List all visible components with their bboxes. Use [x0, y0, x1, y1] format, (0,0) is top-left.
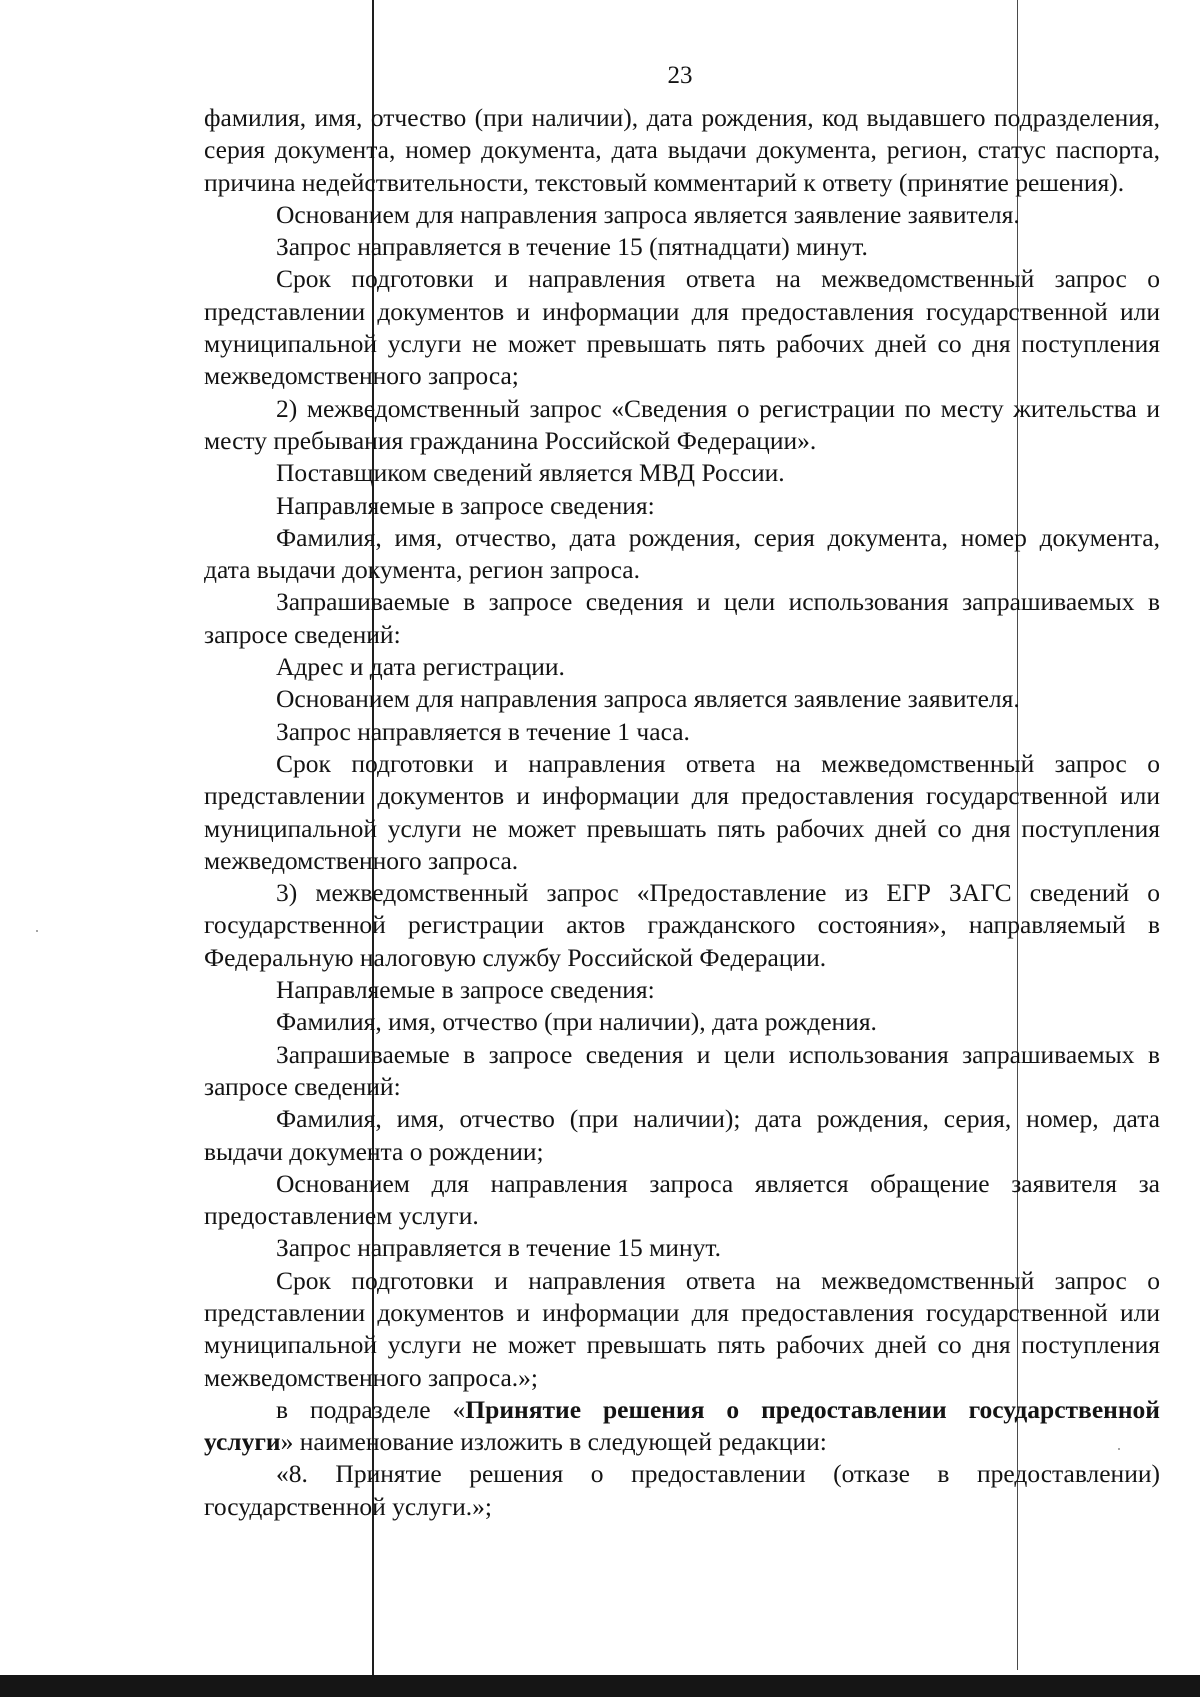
- paragraph: Срок подготовки и направления ответа на межведомственный запрос о представлении документов и информации для предоставления государственной или муниципальной услуги не может превышать пять рабочих дней со дня поступления межведомственного запроса.»;: [204, 1265, 1160, 1392]
- scan-speck: [36, 930, 38, 932]
- paragraph: Срок подготовки и направления ответа на межведомственный запрос о представлении документов и информации для предоставления государственной или муниципальной услуги не может превышать пять рабочих дней со дня поступления межведомственного запроса;: [204, 264, 1160, 391]
- amendment-suffix: » наименование изложить в следующей редакции:: [280, 1427, 827, 1457]
- paragraph: Направляемые в запросе сведения:: [276, 490, 655, 520]
- paragraph: Фамилия, имя, отчество (при наличии), дата рождения.: [276, 1007, 877, 1037]
- paragraph: Запрашиваемые в запросе сведения и цели использования запрашиваемых в запросе сведений:: [204, 587, 1160, 649]
- paragraph: Фамилия, имя, отчество (при наличии); дата рождения, серия, номер, дата выдачи документа о рождении;: [204, 1104, 1160, 1166]
- page-number: 23: [667, 62, 693, 89]
- paragraph: Основанием для направления запроса является обращение заявителя за предоставлением услуги.: [204, 1168, 1160, 1231]
- paragraph: Фамилия, имя, отчество, дата рождения, серия документа, номер документа, дата выдачи документа, регион запроса.: [204, 522, 1160, 585]
- paragraph: Направляемые в запросе сведения:: [276, 975, 655, 1005]
- paragraph: Основанием для направления запроса является заявление заявителя.: [276, 684, 1020, 714]
- paragraph: Срок подготовки и направления ответа на межведомственный запрос о представлении документов и информации для предоставления государственной или муниципальной услуги не может превышать пять рабочих дней со дня поступления межведомственного запроса.: [204, 748, 1160, 875]
- paragraph: Запрос направляется в течение 1 часа.: [276, 716, 690, 746]
- paragraph: Основанием для направления запроса является заявление заявителя.: [276, 199, 1020, 229]
- paragraph: Запрашиваемые в запросе сведения и цели использования запрашиваемых в запросе сведений:: [204, 1039, 1160, 1101]
- final-paragraph: «8. Принятие решения о предоставлении (отказе в предоставлении) государственной услуги.»;: [204, 1459, 1160, 1521]
- paragraph: 3) межведомственный запрос «Предоставление из ЕГР ЗАГС сведений о государственной регистрации актов гражданского состояния», направляемый в Федеральную налоговую службу Российской Федерации.: [204, 878, 1160, 972]
- paragraph: 2) межведомственный запрос «Сведения о регистрации по месту жительства и месту пребывания гражданина Российской Федерации».: [204, 393, 1160, 455]
- paragraph: Запрос направляется в течение 15 (пятнадцати) минут.: [276, 232, 868, 262]
- paragraph: Адрес и дата регистрации.: [276, 652, 565, 682]
- paragraph: фамилия, имя, отчество (при наличии), дата рождения, код выдавшего подразделения, серия документа, номер документа, дата выдачи документа, регион, статус паспорта, причина недействительности, текстовый комментарий к ответу (принятие решения).: [204, 103, 1160, 197]
- document-body: [204, 102, 1160, 1523]
- scan-bottom-edge: [0, 1675, 1200, 1697]
- paragraph: Запрос направляется в течение 15 минут.: [276, 1233, 721, 1263]
- amendment-prefix: в подразделе «: [276, 1394, 466, 1424]
- amendment-section-title: Принятие решения о предоставлении государственной услуги: [204, 1394, 1160, 1457]
- paragraph: Поставщиком сведений является МВД России.: [276, 458, 785, 488]
- amendment-paragraph: [204, 1394, 1160, 1459]
